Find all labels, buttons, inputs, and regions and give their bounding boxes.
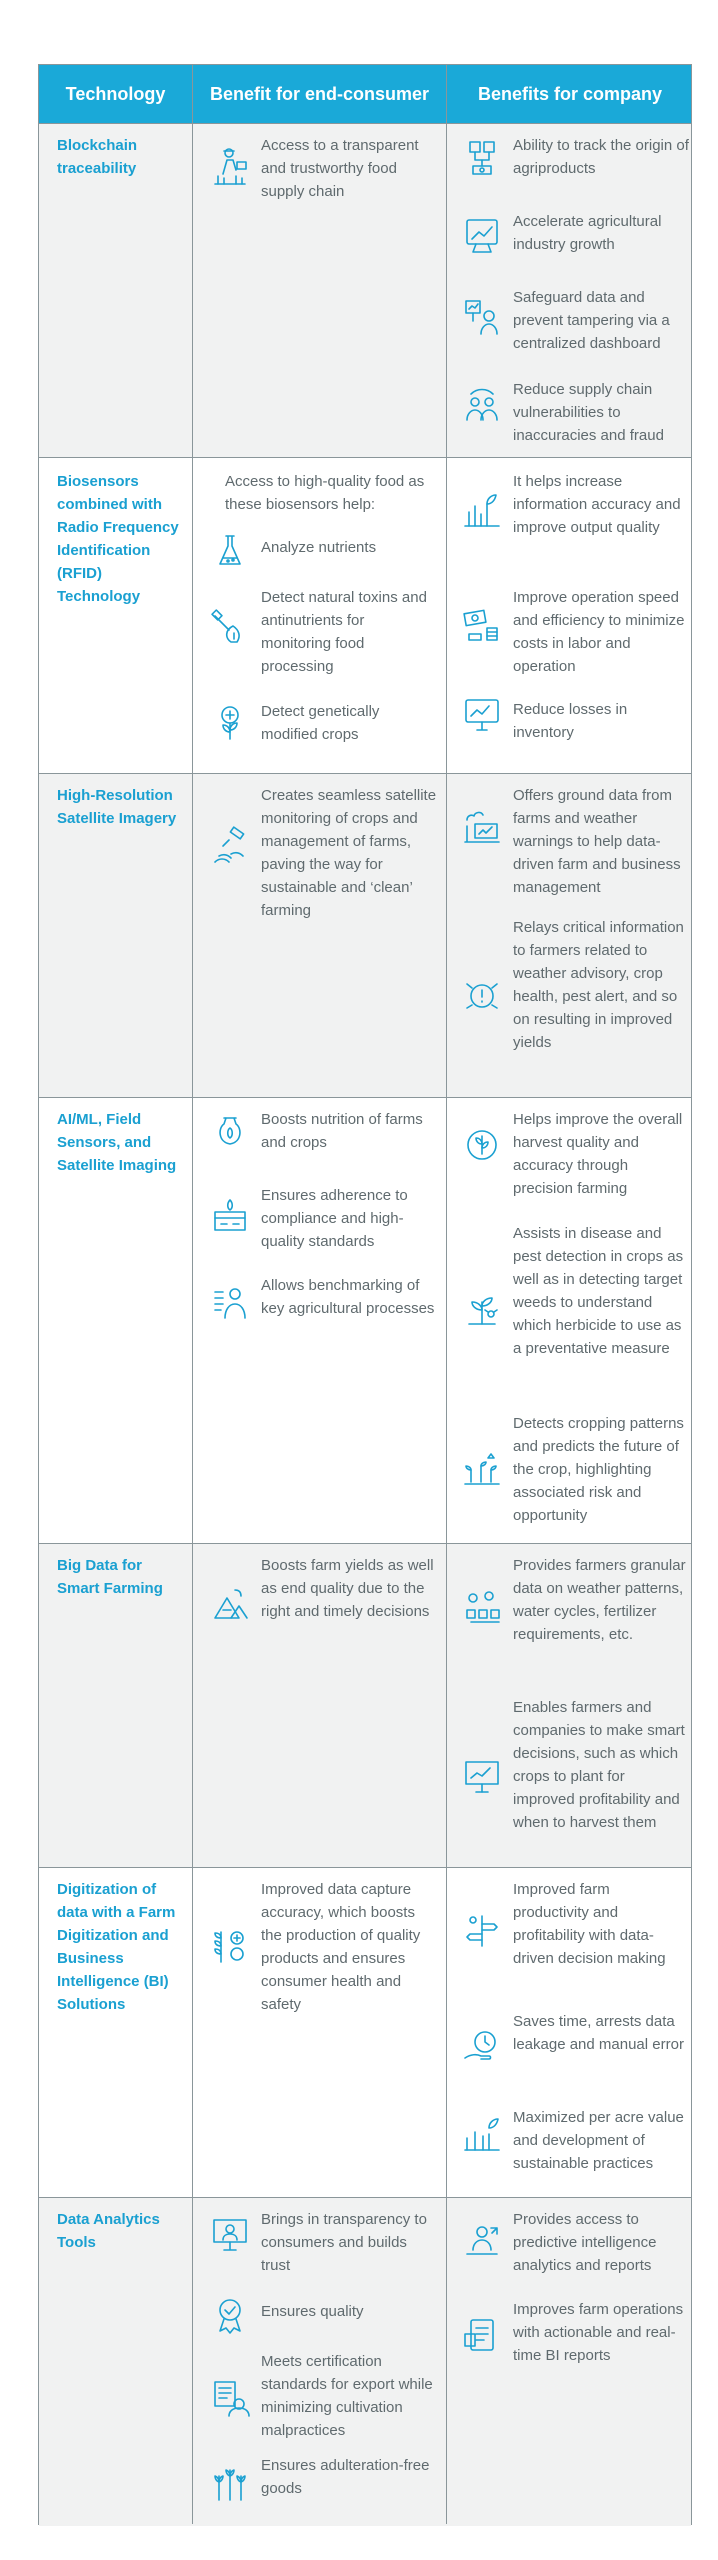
consumer-benefit: Creates seamless satellite monitoring of crops and management of farms, paving the way for sustainable and ‘clean’ farming	[261, 787, 437, 919]
map-icon	[461, 138, 503, 180]
tech-cell: Biosensors combined with Radio Frequency Identification (RFID) Technology	[57, 473, 179, 605]
consumer-intro: Access to high-quality food as these biosensors help:	[225, 473, 425, 513]
yield-icon	[209, 1582, 251, 1624]
company-benefit: Reduce losses in inventory	[513, 701, 628, 741]
company-benefit: Helps improve the overall harvest quality and accuracy through precision farming	[513, 1111, 683, 1197]
table-row	[39, 123, 691, 457]
table-header	[39, 65, 691, 123]
dashboard-icon	[461, 296, 503, 338]
consumer-benefit: Ensures quality	[261, 2303, 364, 2320]
company-benefit: It helps increase information accuracy and improve output quality	[513, 473, 681, 536]
company-benefit: Saves time, arrests data leakage and manual error	[513, 2013, 684, 2053]
harvest-icon	[461, 1124, 503, 1166]
consumer-benefit: Detect genetically modified crops	[261, 703, 380, 743]
nutrition-icon	[209, 1110, 251, 1152]
table-row	[39, 1867, 691, 2197]
quality-icon	[209, 2294, 251, 2336]
company-benefit: Assists in disease and pest detection in crops as well as in detecting target weeds to understand which herbicide to use as a preventative measure	[513, 1225, 684, 1357]
table-row	[39, 1543, 691, 1867]
certification-icon	[209, 2376, 251, 2418]
company-benefit: Accelerate agricultural industry growth	[513, 213, 662, 253]
header-technology: Technology	[39, 65, 193, 123]
company-benefit: Improves farm operations with actionable and real-time BI reports	[513, 2301, 684, 2364]
company-benefit: Maximized per acre value and development of sustainable practices	[513, 2109, 684, 2172]
table-row	[39, 773, 691, 1097]
consumer-benefit: Boosts nutrition of farms and crops	[261, 1111, 423, 1151]
pest-icon	[461, 1286, 503, 1328]
tech-cell: Blockchain traceability	[57, 137, 138, 177]
column-divider	[192, 123, 193, 2524]
flask-icon	[209, 530, 251, 572]
weather-icon	[461, 806, 503, 848]
report-icon	[461, 2314, 503, 2356]
decision-icon	[461, 1756, 503, 1798]
company-benefit: Detects cropping patterns and predicts the future of the crop, highlighting associated risk and opportunity	[513, 1415, 684, 1524]
alert-icon	[461, 974, 503, 1016]
consumer-benefit: Analyze nutrients	[261, 539, 377, 556]
consumer-benefit: Access to a transparent and trustworthy food supply chain	[261, 137, 419, 200]
consumer-benefit: Improved data capture accuracy, which boosts the production of quality products and ensures consumer health and safety	[261, 1881, 421, 2013]
productivity-icon	[461, 1910, 503, 1952]
monitor-icon	[461, 694, 503, 736]
consumer-benefit: Boosts farm yields as well as end quality due to the right and timely decisions	[261, 1557, 434, 1620]
consumer-benefit: Brings in transparency to consumers and builds trust	[261, 2211, 427, 2274]
consumer-benefit: Meets certification standards for export while minimizing cultivation malpractices	[261, 2353, 433, 2439]
crop-icon	[461, 1448, 503, 1490]
growth-icon	[461, 214, 503, 256]
header-company: Benefits for company	[477, 83, 663, 104]
tech-cell: High-Resolution Satellite Imagery	[57, 787, 177, 827]
company-benefit: Improve operation speed and efficiency to minimize costs in labor and operation	[513, 589, 685, 675]
granular-data-icon	[461, 1586, 503, 1628]
consumer-benefit: Ensures adherence to compliance and high-quality standards	[261, 1187, 408, 1250]
toxin-icon	[209, 606, 251, 648]
company-benefit: Ability to track the origin of agriproducts	[513, 137, 689, 177]
satellite-icon	[209, 824, 251, 866]
acre-icon	[461, 2114, 503, 2156]
transparency-icon	[209, 2214, 251, 2256]
tech-cell: AI/ML, Field Sensors, and Satellite Imaging	[57, 1111, 177, 1174]
accuracy-icon	[461, 488, 503, 530]
time-icon	[461, 2026, 503, 2068]
people-icon	[461, 386, 503, 428]
benchmark-icon	[209, 1282, 251, 1324]
company-benefit: Provides access to predictive intelligence analytics and reports	[513, 2211, 657, 2274]
column-divider	[446, 123, 447, 2524]
predictive-icon	[461, 2220, 503, 2262]
company-benefit: Safeguard data and prevent tampering via a centralized dashboard	[513, 289, 670, 352]
table-row	[39, 2197, 691, 2526]
company-benefit: Reduce supply chain vulnerabilities to inaccuracies and fraud	[513, 381, 664, 444]
header-consumer: Benefit for end-consumer	[193, 65, 447, 123]
benefits-table	[38, 64, 692, 2525]
company-benefit: Relays critical information to farmers related to weather advisory, crop health, pest alert, and so on resulting in improved yields	[513, 919, 684, 1051]
tech-cell: Big Data for Smart Farming	[57, 1557, 163, 1597]
tech-cell: Digitization of data with a Farm Digitization and Business Intelligence (BI) Solutions	[57, 1881, 176, 2013]
gmo-icon	[209, 702, 251, 744]
company-benefit: Improved farm productivity and profitability with data-driven decision making	[513, 1881, 666, 1967]
compliance-icon	[209, 1194, 251, 1236]
company-benefit: Enables farmers and companies to make smart decisions, such as which crops to plant for improved profitability and when to harvest them	[513, 1699, 685, 1831]
money-icon	[461, 604, 503, 646]
adulteration-free-icon	[209, 2462, 251, 2504]
consumer-benefit: Ensures adulteration-free goods	[261, 2457, 430, 2497]
table-row	[39, 457, 691, 773]
table-row	[39, 1097, 691, 1543]
consumer-benefit: Allows benchmarking of key agricultural processes	[261, 1277, 435, 1317]
farmer-icon	[209, 144, 251, 186]
company-benefit: Offers ground data from farms and weather warnings to help data-driven farm and business management	[513, 787, 681, 896]
consumer-benefit: Detect natural toxins and antinutrients for monitoring food processing	[261, 589, 427, 675]
tech-cell: Data Analytics Tools	[57, 2211, 160, 2251]
digitize-icon	[209, 1924, 251, 1966]
company-benefit: Provides farmers granular data on weather patterns, water cycles, fertilizer requirements, etc.	[513, 1557, 686, 1643]
